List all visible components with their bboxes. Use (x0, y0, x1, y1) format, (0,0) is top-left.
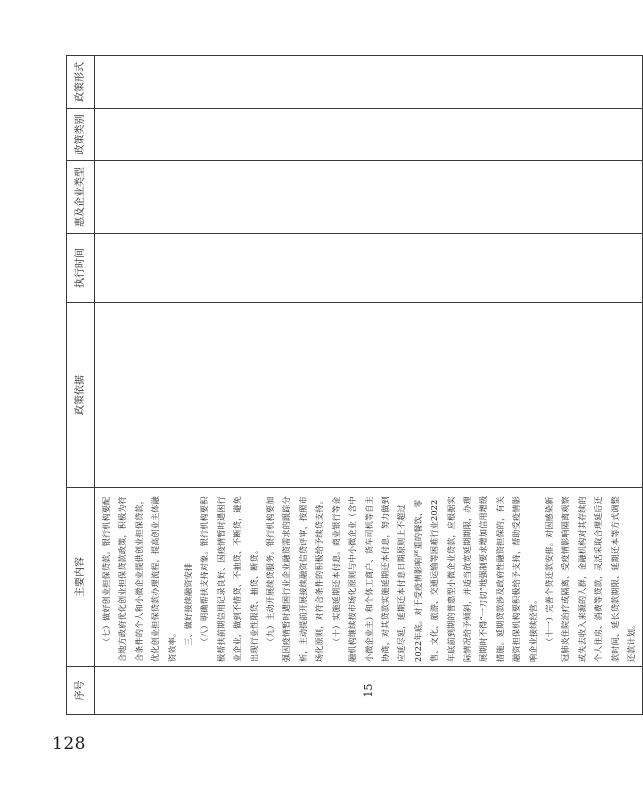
policy-table-rotated (66, 62, 636, 715)
cell-policy-basis (95, 303, 643, 488)
paragraph-renewal-service: （九）主动开展续贷服务。银行机构要加强因疫情暂时遇困行业企业融资需求的跟踪分析，主动提前开展接续融资信贷评审，按照市场化原则，对符合条件的积极给予续贷支持。 (265, 496, 325, 662)
section-heading-continued-financing: 三、做好接续融资安排 (183, 562, 194, 646)
header-seq: 序号 (67, 667, 95, 715)
paragraph-support-targets: （八）明确帮扶支持对象。银行机构要积极帮扶前期信用记录良好、因疫情暂时遇困行业企业，做到不惜贷、不抽贷、不断贷，避免出现行业性限贷、抽贷、断贷。 (199, 496, 259, 662)
page-number: 128 (52, 734, 86, 754)
header-exec-time: 执行时间 (67, 234, 95, 303)
header-policy-form: 政策形式 (67, 56, 95, 109)
cell-enterprise-type (95, 161, 643, 234)
cell-seq: 15 (95, 667, 643, 715)
table-row (95, 56, 643, 715)
header-main-content: 主要内容 (67, 488, 95, 667)
cell-policy-form (95, 56, 643, 109)
paragraph-deferred-repayment: （十）实施延期还本付息。商业银行等金融机构继续按市场化原则与中小微企业（含中小微企业主）和个体工商户、货车司机等自主协商，对其贷款实施延期还本付息，努力做到应延尽延，延期还本付息日期原则上不超过2022年底。对于受疫情影响严重的餐饮、零售、文化、旅游、交通运输等困难行业2022年底前到期的普惠型小微企业贷款，应根据实际情况给予倾斜，并适当放宽延期期限，办理展期时不得“一刀切”地强制要求增加信用增级措施。延期贷款涉及政府性融资担保的，有关融资担保机构要积极给予支持，帮助受疫情影响企业接续经营。 (330, 495, 538, 662)
header-enterprise-type: 惠及企业类型 (67, 161, 95, 234)
cell-main-content (95, 488, 643, 667)
paragraph-personal-loan: （十一）完善个贷还款安排。对因感染新冠肺炎住院治疗或隔离、受疫情影响隔离观察或失去收入来源的人群，金融机构对其存续的个人住房、消费等贷款，灵活采取合理延后还款时间、延长贷款期限、延期还本等方式调整还款计划。 (543, 496, 636, 662)
policy-table (66, 55, 643, 715)
header-policy-category: 政策类别 (67, 109, 95, 161)
table-header-row (67, 56, 95, 715)
header-policy-basis: 政策依据 (67, 303, 95, 488)
cell-exec-time (95, 234, 643, 303)
cell-policy-category (95, 109, 643, 161)
paragraph-startup-loan: （七）做好创业担保贷款。银行机构要配合地方政府优化创业担保贷款政策，积极为符合条件的个人和小微企业提供创业担保贷款，优化创业担保贷款办理流程，提高创业主体融资效率。 (101, 496, 177, 662)
